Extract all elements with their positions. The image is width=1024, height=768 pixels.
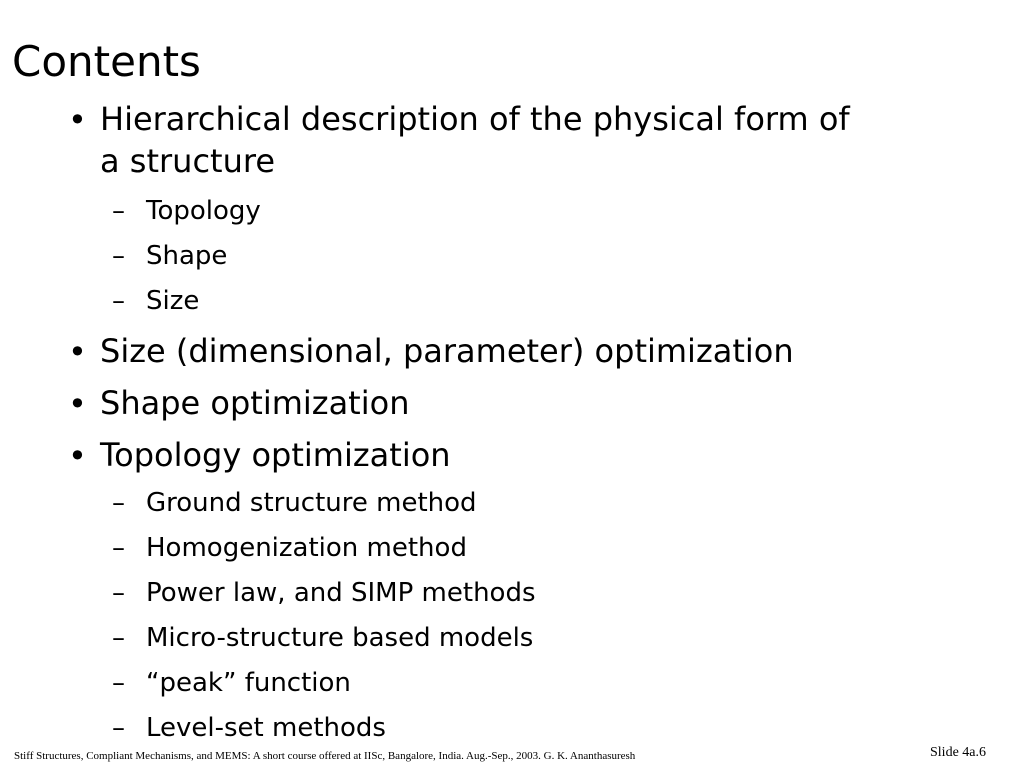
sub-symbol: – [112,241,125,271]
slide-number: Slide 4a.6 [930,745,986,760]
sub-text: Shape [146,241,228,271]
bullet-text: Hierarchical description of the physical form of a structure [100,100,850,180]
sub-text: Micro-structure based models [146,623,534,653]
sub-symbol: – [112,286,125,316]
sub-symbol: – [112,578,125,608]
bullet-text: Size (dimensional, parameter) optimization [100,332,794,370]
sub-symbol: – [112,668,125,698]
sub-text: Homogenization method [146,533,467,563]
sub-symbol: – [112,488,125,518]
sub-text: Ground structure method [146,488,477,518]
bullet-symbol: • [68,385,87,423]
sub-symbol: – [112,196,125,226]
sub-text: Level-set methods [146,713,386,743]
sub-text: Power law, and SIMP methods [146,578,536,608]
sub-symbol: – [112,533,125,563]
sub-symbol: – [112,623,125,653]
bullet-symbol: • [68,101,87,139]
bullet-symbol: • [68,437,87,475]
bullet-text: Shape optimization [100,384,410,422]
slide-title: Contents [12,37,201,86]
sub-symbol: – [112,713,125,743]
sub-text: Size [146,286,200,316]
slide-footer: Stiff Structures, Compliant Mechanisms, and MEMS: A short course offered at IISc, Bangalore, India. Aug.-Sep., 2003. G. K. Ananthasuresh [14,750,636,762]
bullet-symbol: • [68,333,87,371]
sub-text: “peak” function [146,668,351,698]
bullet-text: Topology optimization [100,436,451,474]
sub-text: Topology [146,196,261,226]
